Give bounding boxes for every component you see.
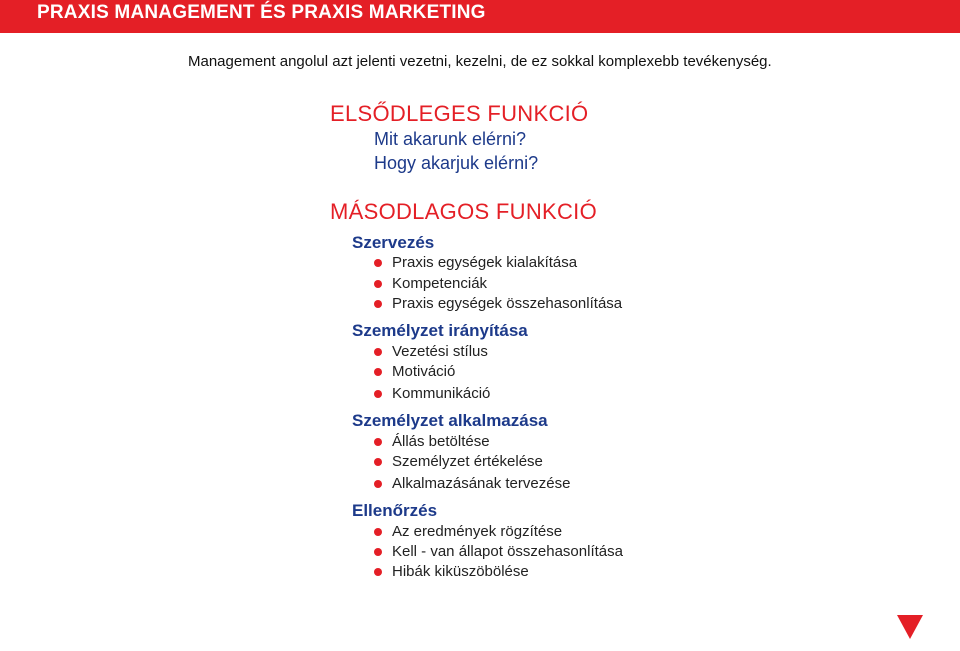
bullet-icon (374, 548, 382, 556)
section-title: Személyzet alkalmazása (352, 411, 548, 430)
bullet-icon (374, 528, 382, 536)
list-item (374, 343, 488, 361)
list-item-label: Alkalmazásának tervezése (392, 475, 571, 492)
bullet-icon (374, 458, 382, 466)
list-item (374, 275, 487, 293)
bullet-icon (374, 368, 382, 376)
list-item-label: Kompetenciák (392, 275, 488, 292)
list-item-label: Személyzet értékelése (392, 453, 543, 470)
bullet-icon (374, 300, 382, 308)
list-item (374, 385, 490, 403)
list-item (374, 523, 562, 541)
list-item-label: Kell - van állapot összehasonlítása (392, 543, 623, 560)
page-title: PRAXIS MANAGEMENT ÉS PRAXIS MARKETING (37, 2, 486, 23)
secondary-function-heading: MÁSODLAGOS FUNKCIÓ (330, 199, 597, 224)
section-title: Szervezés (352, 233, 435, 252)
list-item-label: Az eredmények rögzítése (392, 523, 563, 540)
header-bar (0, 0, 960, 33)
primary-question: Mit akarunk elérni? (374, 129, 527, 149)
list-item-label: Vezetési stílus (392, 343, 488, 360)
list-item-label: Kommunikáció (392, 385, 491, 402)
primary-question: Hogy akarjuk elérni? (374, 153, 539, 173)
list-item (374, 295, 622, 313)
list-item-label: Motiváció (392, 363, 456, 380)
list-item-label: Állás betöltése (392, 433, 490, 450)
bullet-icon (374, 280, 382, 288)
bullet-icon (374, 568, 382, 576)
section-title: Ellenőrzés (352, 501, 438, 520)
list-item-label: Praxis egységek összehasonlítása (392, 295, 623, 312)
list-item-label: Praxis egységek kialakítása (392, 254, 578, 271)
bullet-icon (374, 438, 382, 446)
bullet-icon (374, 259, 382, 267)
bullet-icon (374, 480, 382, 488)
list-item (374, 254, 577, 272)
down-triangle-icon (897, 615, 923, 639)
list-item (374, 475, 570, 493)
list-item (374, 563, 529, 581)
list-item (374, 363, 455, 381)
list-item (374, 543, 623, 561)
bullet-icon (374, 348, 382, 356)
list-item (374, 433, 490, 451)
primary-function-heading: ELSŐDLEGES FUNKCIÓ (330, 101, 589, 126)
bullet-icon (374, 390, 382, 398)
section-title: Személyzet irányítása (352, 321, 528, 340)
list-item-label: Hibák kiküszöbölése (392, 563, 529, 580)
intro-text: Management angolul azt jelenti vezetni, kezelni, de ez sokkal komplexebb tevékenység. (188, 53, 772, 70)
list-item (374, 453, 543, 471)
